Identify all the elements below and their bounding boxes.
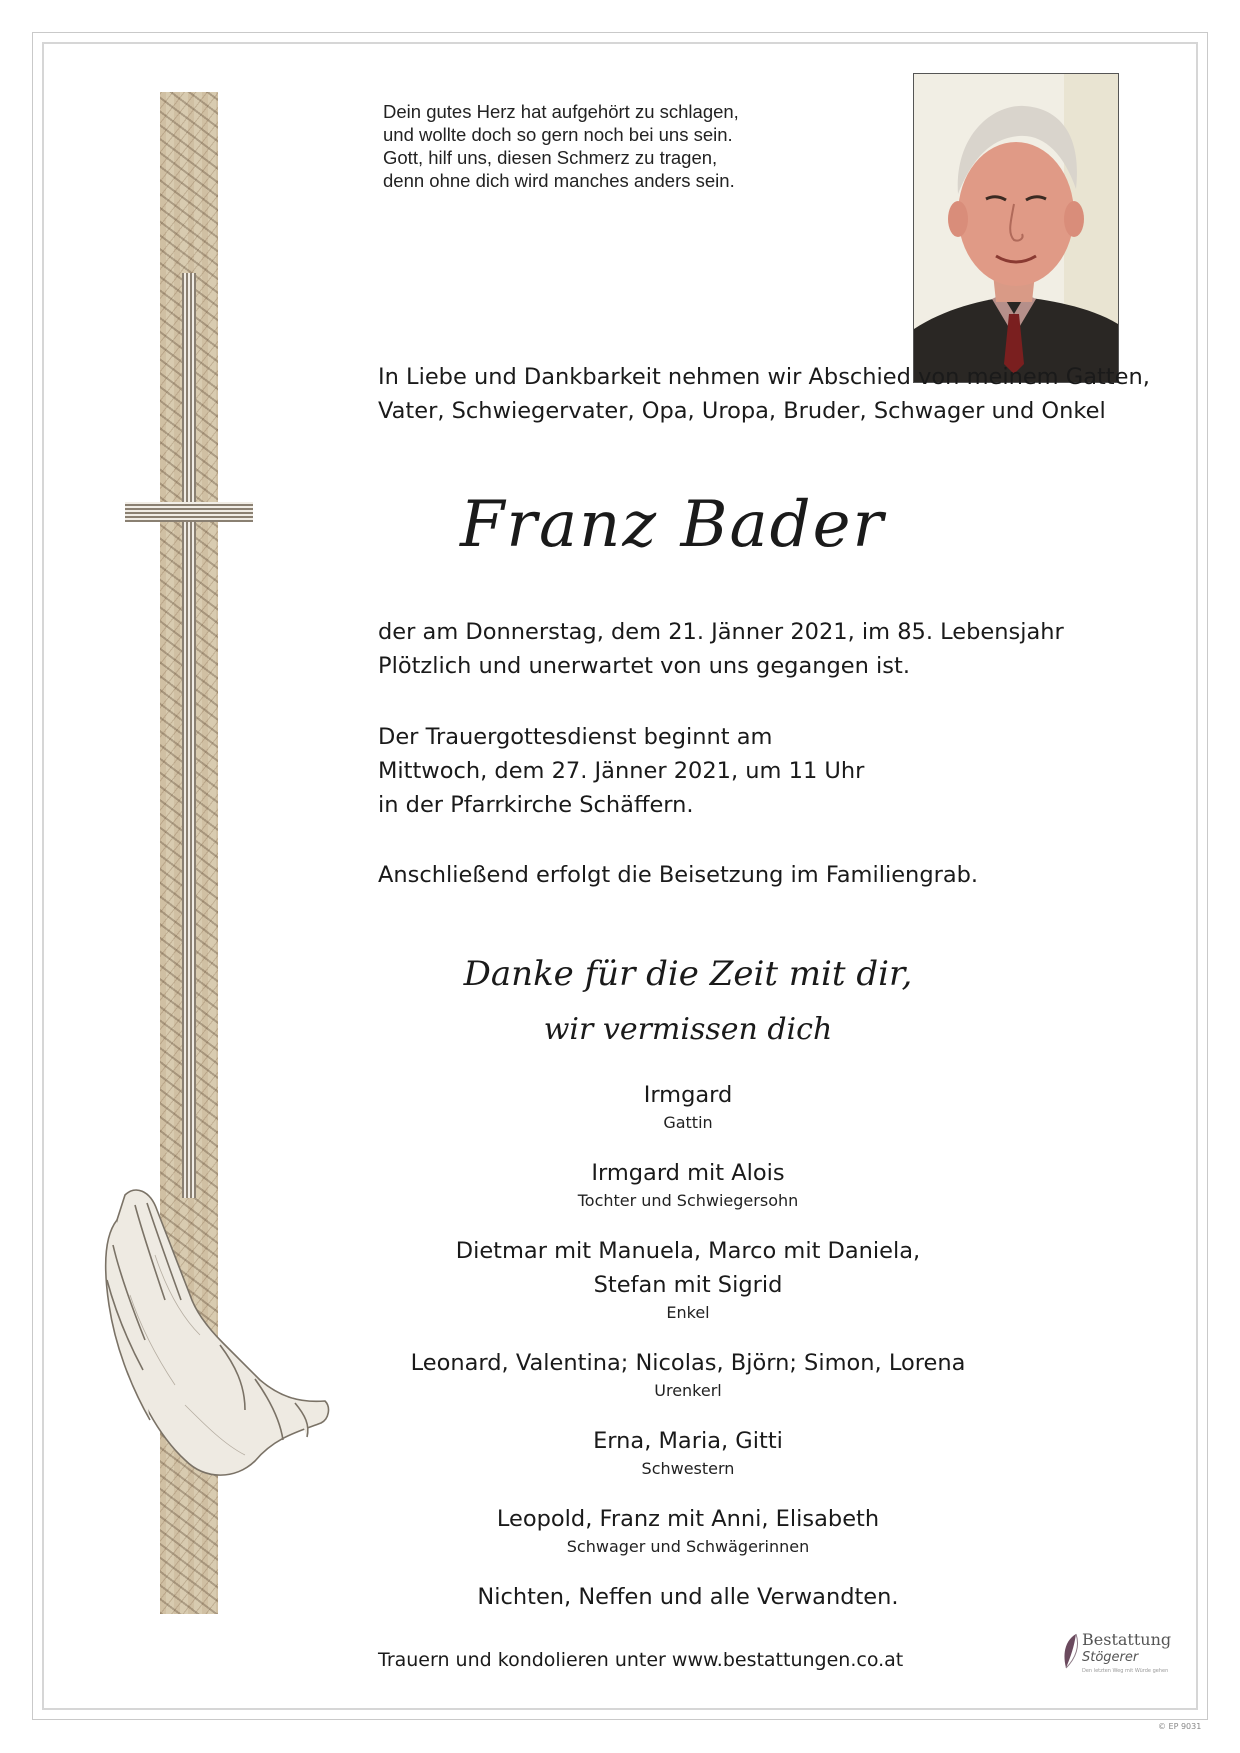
family-group [378, 1424, 998, 1480]
logo-title: Bestattung [1082, 1630, 1172, 1649]
family-relation: Schwestern [641, 1459, 735, 1478]
intro-text [378, 360, 1158, 428]
death-info [378, 615, 1158, 683]
family-group [378, 1346, 998, 1402]
cross-bar [125, 502, 253, 522]
poem-line: Gott, hilf uns, diesen Schmerz zu tragen, [383, 147, 718, 168]
intro-line: Vater, Schwiegervater, Opa, Uropa, Bruder, Schwager und Onkel [378, 398, 1106, 424]
family-relation: Enkel [666, 1303, 710, 1322]
intro-line: In Liebe und Dankbarkeit nehmen wir Abschied von meinem Gatten, [378, 364, 1150, 390]
miss-line: wir vermissen dich [543, 1012, 833, 1047]
portrait-image [914, 74, 1118, 382]
relatives [378, 1580, 998, 1614]
death-line: Plötzlich und unerwartet von uns gegangen ist. [378, 653, 910, 679]
family-names: Irmgard mit Alois [591, 1160, 785, 1186]
service-line: in der Pfarrkirche Schäffern. [378, 792, 694, 818]
family-relation: Schwager und Schwägerinnen [566, 1537, 810, 1556]
service-line: Der Trauergottesdienst beginnt am [378, 724, 773, 750]
death-line: der am Donnerstag, dem 21. Jänner 2021, im 85. Lebensjahr [378, 619, 1064, 645]
family-names: Dietmar mit Manuela, Marco mit Daniela, [455, 1238, 921, 1264]
cross-icon [182, 273, 196, 1198]
service-info [378, 720, 1158, 822]
thanks-line: Danke für die Zeit mit dir, [463, 954, 913, 994]
praying-hands-icon [95, 1175, 335, 1490]
poem-line: und wollte doch so gern noch bei uns sein. [383, 124, 733, 145]
family-group [378, 1234, 998, 1324]
family-group [378, 1502, 998, 1558]
poem-line: denn ohne dich wird manches anders sein. [383, 170, 735, 191]
funeral-logo [1060, 1628, 1180, 1680]
burial-info [378, 858, 1158, 892]
service-line: Mittwoch, dem 27. Jänner 2021, um 11 Uhr [378, 758, 865, 784]
family-names: Leopold, Franz mit Anni, Elisabeth [496, 1506, 880, 1532]
feather-logo-icon [1060, 1632, 1082, 1672]
document-code: © EP 9031 [1158, 1722, 1202, 1731]
family-names: Erna, Maria, Gitti [593, 1428, 783, 1454]
poem-line: Dein gutes Herz hat aufgehört zu schlagen, [383, 101, 739, 122]
family-names: Leonard, Valentina; Nicolas, Björn; Simon, Lorena [410, 1350, 966, 1376]
family-group [378, 1156, 998, 1212]
family-group [378, 1078, 998, 1134]
family-names: Irmgard [643, 1082, 733, 1108]
portrait-photo [913, 73, 1119, 383]
family-names: Stefan mit Sigrid [593, 1272, 783, 1298]
family-relation: Gattin [663, 1113, 713, 1132]
condolence-link[interactable]: Trauern und kondolieren unter www.bestattungen.co.at [378, 1649, 904, 1671]
relatives-line: Nichten, Neffen und alle Verwandten. [477, 1584, 899, 1610]
deceased-name: Franz Bader [460, 488, 886, 562]
burial-line: Anschließend erfolgt die Beisetzung im Familiengrab. [378, 862, 979, 888]
poem [383, 100, 813, 192]
logo-subtitle: Stögerer [1082, 1650, 1139, 1665]
family-relation: Tochter und Schwiegersohn [577, 1191, 799, 1210]
logo-tagline: Den letzten Weg mit Würde gehen [1082, 1668, 1169, 1674]
family-relation: Urenkerl [654, 1381, 722, 1400]
